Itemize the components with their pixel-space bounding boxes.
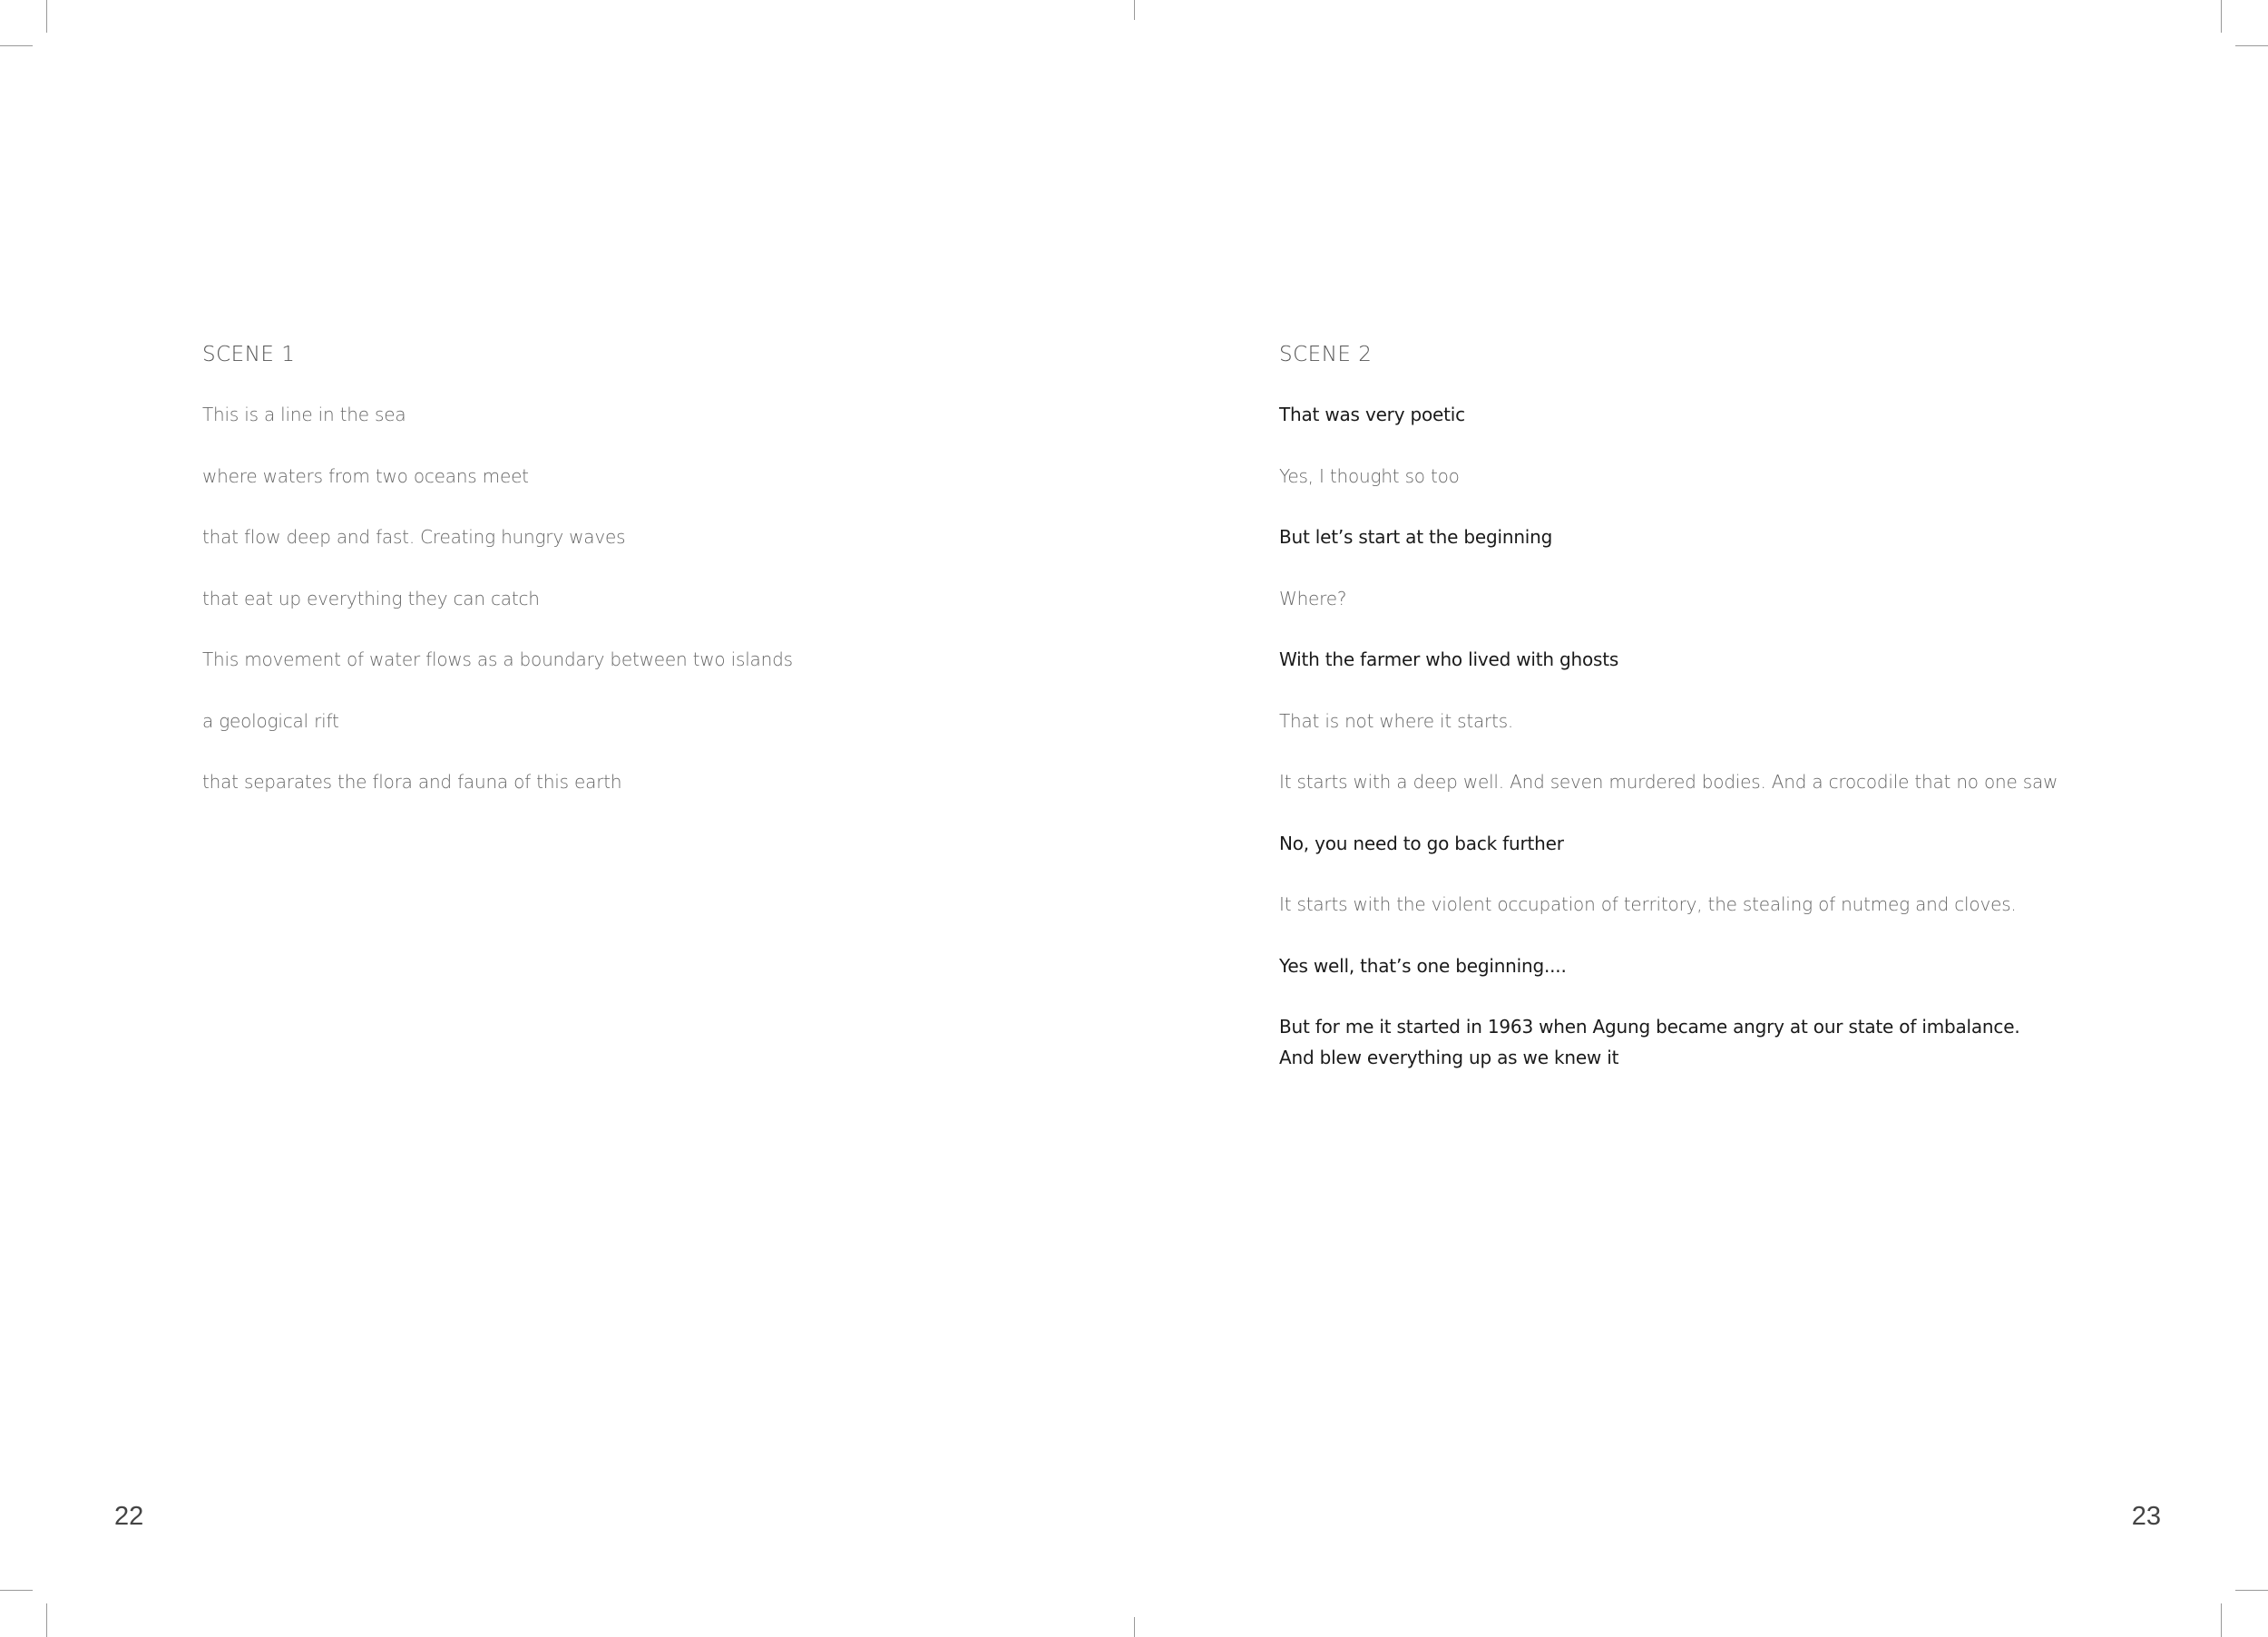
crop-mark (0, 1590, 33, 1591)
crop-mark (2221, 0, 2222, 33)
script-line: It starts with the violent occupation of territory, the stealing of nutmeg and cloves. (1279, 893, 2017, 915)
page-number: 22 (114, 1502, 144, 1531)
crop-mark (2235, 1590, 2268, 1591)
crop-mark (46, 0, 47, 33)
script-line: that eat up everything they can catch (202, 587, 540, 609)
crop-mark (0, 45, 33, 46)
right-page (1134, 0, 2268, 1637)
script-line: that separates the flora and fauna of this earth (202, 771, 622, 793)
script-line: where waters from two oceans meet (202, 464, 529, 487)
scene-title: SCENE 2 (1279, 343, 1373, 366)
script-line: No, you need to go back further (1279, 832, 1564, 854)
script-line: This movement of water flows as a boundary between two islands (202, 648, 793, 670)
script-line: It starts with a deep well. And seven murdered bodies. And a crocodile that no one saw (1279, 771, 2058, 793)
script-line-part: But for me it started in 1963 when Agung became angry at our state of imbalance. (1279, 1016, 2020, 1038)
scene-2 (1279, 341, 2058, 1104)
script-line: That is not where it starts. (1279, 709, 1514, 732)
crop-mark (2221, 1603, 2222, 1637)
script-line: Yes, I thought so too (1279, 464, 1460, 487)
script-line: That was very poetic (1279, 404, 1465, 425)
script-line: But let’s start at the beginning (1279, 526, 1553, 548)
script-line: With the farmer who lived with ghosts (1279, 648, 1619, 670)
crop-mark (46, 1603, 47, 1637)
script-line: that flow deep and fast. Creating hungry waves (202, 526, 626, 548)
page-number: 23 (2131, 1502, 2161, 1531)
script-line: This is a line in the sea (202, 404, 406, 425)
scene-1 (202, 341, 793, 828)
script-line (1279, 1011, 2058, 1073)
script-line: Yes well, that’s one beginning.... (1279, 954, 1567, 977)
script-line-part: And blew everything up as we knew it (1279, 1047, 1619, 1068)
script-line: a geological rift (202, 709, 339, 732)
script-line: Where? (1279, 587, 1347, 609)
scene-title: SCENE 1 (202, 343, 296, 366)
crop-mark (2235, 45, 2268, 46)
